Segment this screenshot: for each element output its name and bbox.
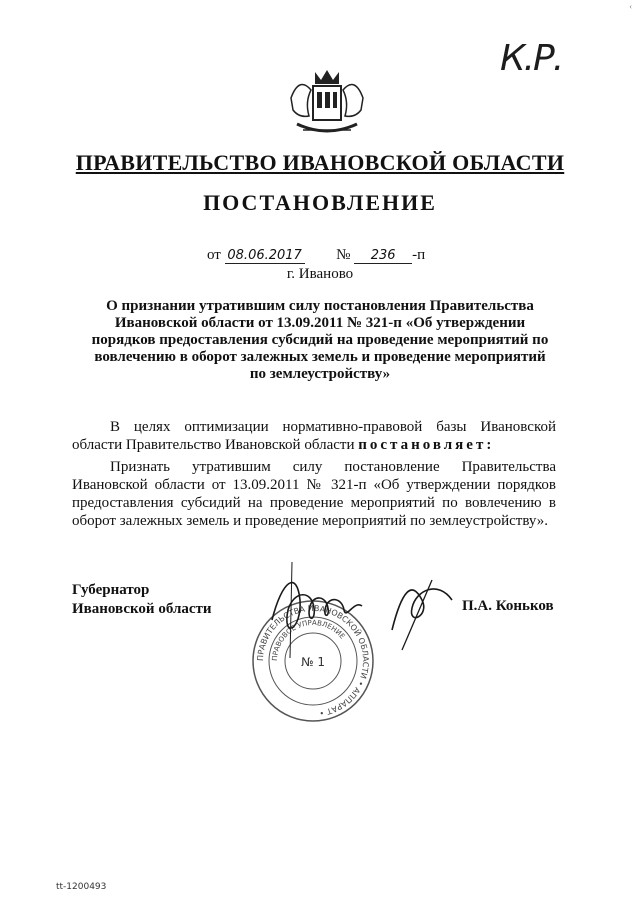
preamble-text: В целях оптимизации нормативно-правовой базы Ивановской области Правительство Ивановской области — [72, 419, 556, 453]
stamp-center: № 1 — [301, 655, 325, 669]
stamp-outer-text: ПРАВИТЕЛЬСТВА ИВАНОВСКОЙ ОБЛАСТИ • АППАРАТ • — [255, 603, 371, 718]
coat-of-arms-icon — [285, 68, 369, 146]
paragraph-decision — [72, 458, 556, 530]
decree-keyword: постановляет: — [358, 437, 495, 453]
handwritten-note: К.Р. — [500, 38, 563, 79]
dateline — [207, 247, 425, 264]
city: г. Иваново — [286, 266, 354, 282]
date-prefix: от — [207, 247, 221, 263]
number-sign: № — [336, 247, 351, 263]
government-title: ПРАВИТЕЛЬСТВО ИВАНОВСКОЙ ОБЛАСТИ — [75, 150, 565, 175]
signatory-name: П.А. Коньков — [462, 598, 554, 614]
stamp-inner-text: ПРАВОВОЕ УПРАВЛЕНИЕ — [270, 618, 347, 662]
handwritten-signature-icon — [262, 560, 462, 660]
paragraph-preamble — [72, 418, 556, 454]
date-value: 08.06.2017 — [225, 248, 305, 264]
document-number: 236 — [354, 248, 412, 264]
document-type: ПОСТАНОВЛЕНИЕ — [203, 190, 437, 215]
document-subject: О признании утратившим силу постановления Правительства Ивановской области от 13.09.2011 № 321-п «Об утверждении порядков предоставления субсидий на проведение мероприятий по вовлечению в оборот залежных земель и проведение мероприятий по землеустройству» — [91, 298, 549, 382]
signatory-position — [72, 581, 212, 619]
footer-code: tt-1200493 — [56, 882, 107, 892]
position-line-2: Ивановской области — [72, 601, 212, 617]
corner-mark: ‹ — [629, 2, 632, 11]
number-suffix: -п — [412, 247, 426, 263]
decision-text: Признать утратившим силу постановление Правительства Ивановской области от 13.09.2011 № 321-п «Об утверждении порядков предоставления субсидий на проведение мероприятий по вовлечению в оборот залежных земель и проведение мероприятий по землеустройству». — [72, 459, 556, 529]
position-line-1: Губернатор — [72, 582, 150, 598]
